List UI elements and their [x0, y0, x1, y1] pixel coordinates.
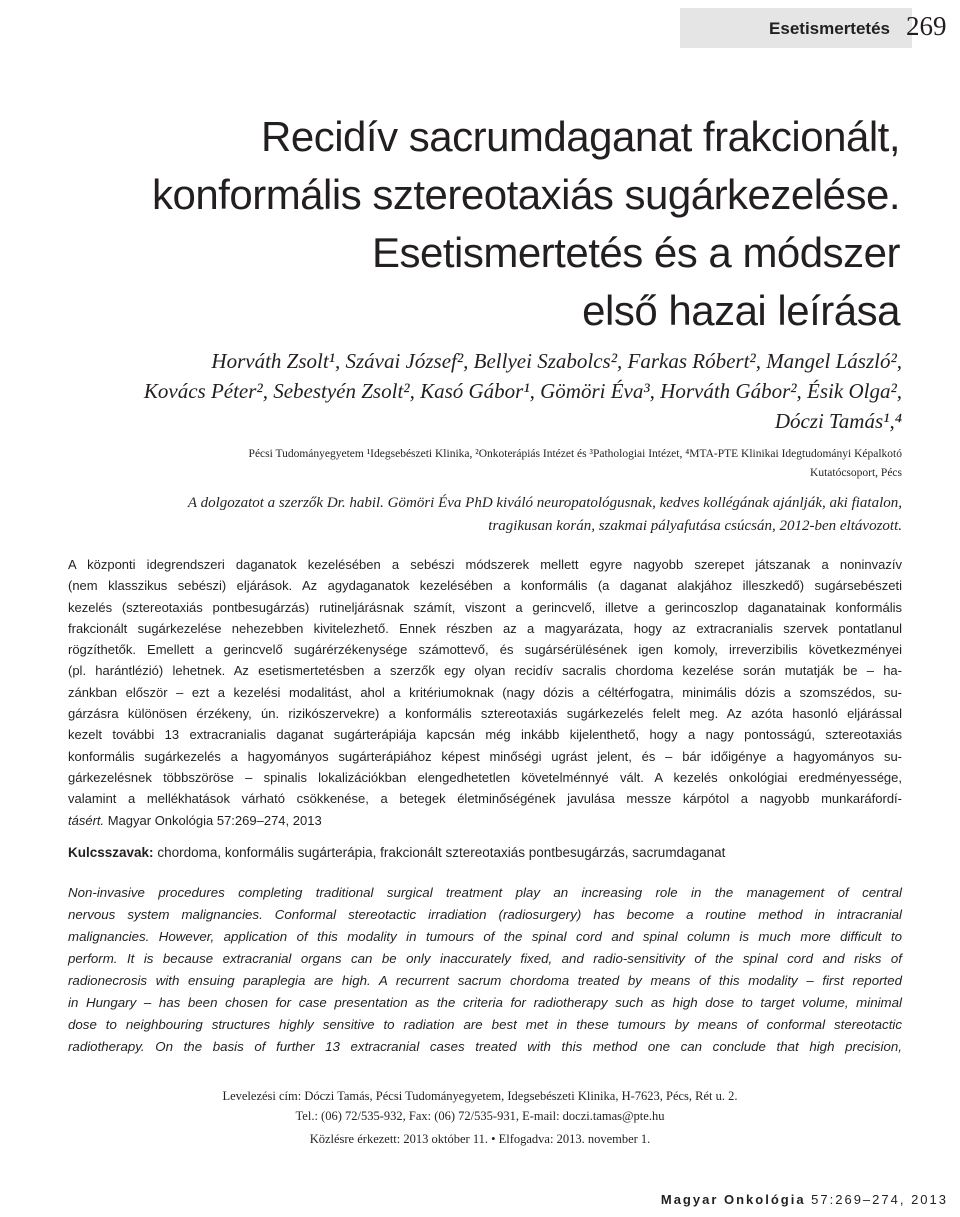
footer-citation — [661, 1192, 948, 1207]
abstract-line: malignancies. However, application of this modality in tumours of the spinal cord and spinal column is much more difficult to — [68, 929, 902, 944]
title-line: konformális sztereotaxiás sugárkezelése. — [151, 171, 900, 218]
title-line: Recidív sacrumdaganat frakcionált, — [261, 113, 900, 160]
abstract-line: konformális sugárkezelés a hagyományos sugárterápiához képest minőségi ugrást jelent, és – bár időigénye a hagyományos su- — [68, 748, 902, 764]
abstract-line: (nem klasszikus sebészi) eljárások. Az agydaganatok kezelésében a konformális (a daganat alakjához illeszkedő) sugársebészeti — [68, 578, 902, 594]
abstract-line: in Hungary – has been chosen for case presentation as the criteria for radiotherapy such as high dose to target volume, minimal — [68, 995, 902, 1010]
abstract-line: valamint a mellékhatások várható csökkenése, a betegek életminőségének javulása messze kárpótol a nagyobb munkaráfordí- — [68, 791, 902, 807]
author-line: Dóczi Tamás¹,⁴ — [774, 409, 902, 433]
abstract-line: radionecrosis with ensuing paraplegia are high. A recurrent sacrum chordoma treated by means of this modality – first reported — [68, 973, 902, 988]
abstract-line: (pl. harántlézió) lehetnek. Az esetismertetésben a szerzők egy olyan recidív sacralis chordoma kezelése során mutatják be – ha- — [68, 663, 902, 679]
abstract-line: Non-invasive procedures completing traditional surgical treatment play an increasing role in the management of central — [68, 885, 902, 900]
abstract-line: A központi idegrendszeri daganatok kezelésében a sebészi módszerek mellett egyre nagyobb szerepet játszanak a noninvazív — [68, 557, 902, 572]
author-line: Kovács Péter², Sebestyén Zsolt², Kasó Gábor¹, Gömöri Éva³, Horváth Gábor², Ésik Olga², — [143, 379, 902, 403]
keywords-text: chordoma, konformális sugárterápia, frakcionált sztereotaxiás pontbesugárzás, sacrumdaganat — [153, 845, 726, 860]
abstract-line: rögzíthetők. Emellett a gerincvelő sugárérzékenysége számottevő, és sugársérülésének igen komoly, irreverzibilis következményei — [68, 642, 902, 658]
author-list — [22, 346, 902, 436]
journal-citation: Magyar Onkológia 57:269–274, 2013 — [104, 812, 322, 828]
section-label: Esetismertetés — [769, 19, 890, 38]
abstract-line: nervous system malignancies. Conformal stereotactic irradiation (radiosurgery) has become a routine method in intracranial — [68, 907, 902, 922]
keywords-label: Kulcsszavak: — [68, 845, 154, 860]
abstract-line: frakcionált sugárkezelése nehezebben kivitelezhető. Ennek részben az a magyarázata, hogy az extracranialis szervek pontatlanul — [68, 620, 902, 636]
abstract-line: gárkezelésnek többszöröse – spinalis lokalizációkban elengedhetetlen követelménnyé vált. A kezelés onkológiai eredményessége, — [68, 769, 902, 785]
affiliations — [22, 445, 902, 483]
correspondence-address — [0, 1086, 960, 1126]
abstract-line: kezelt további 13 extracranialis daganat sugárterápiája kapcsán még inkább kijelenthető, hogy a nagy pontosságú, sztereotaxiás — [68, 727, 902, 743]
article-title — [40, 108, 900, 340]
abstract-english — [68, 882, 902, 1058]
abstract-hungarian — [68, 554, 902, 831]
title-line: első hazai leírása — [582, 287, 900, 334]
abstract-line: kezelés (sztereotaxiás pontbesugárzás) rutineljárásnak számít, viszont a gerincvelő, illetve a gerincoszlop daganatainak konformális — [68, 599, 902, 615]
abstract-line-end: tásért. — [68, 812, 105, 828]
abstract-line: gárzásra különösen érzékeny, ún. rizikószervekre) a konformális sztereotaxiás sugárkezelés felelt meg. Az azóta hasonló eljárással — [68, 706, 902, 722]
correspondence-line: Tel.: (06) 72/535-932, Fax: (06) 72/535-931, E-mail: doczi.tamas@pte.hu — [295, 1109, 665, 1123]
abstract-line: perform. It is because extracranial organs can be only inaccurately fixed, and radio-sensitivity of the spinal cord and risks of — [68, 951, 902, 966]
affiliation-line: Pécsi Tudományegyetem ¹Idegsebészeti Klinika, ²Onkoterápiás Intézet és ³Pathologiai Intézet, ⁴MTA-PTE Klinikai Idegtudományi Képalkotó — [248, 448, 902, 460]
dedication-line: tragikusan korán, szakmai pályafutása csúcsán, 2012-ben eltávozott. — [488, 518, 902, 534]
keywords — [68, 845, 902, 860]
abstract-last-line — [68, 810, 902, 831]
dedication-line: A dolgozatot a szerzők Dr. habil. Gömöri Éva PhD kiváló neuropatológusnak, kedves kollégának ajánlják, aki fiatalon, — [187, 495, 902, 511]
footer-issue: 57:269–274, 2013 — [805, 1192, 948, 1207]
affiliation-line: Kutatócsoport, Pécs — [810, 467, 902, 479]
correspondence-line: Levelezési cím: Dóczi Tamás, Pécsi Tudományegyetem, Idegsebészeti Klinika, H-7623, Pécs, Rét u. 2. — [222, 1089, 738, 1103]
dedication — [22, 492, 902, 538]
submission-dates: Közlésre érkezett: 2013 október 11. • Elfogadva: 2013. november 1. — [309, 1132, 651, 1146]
page-number: 269 — [906, 11, 947, 41]
title-line: Esetismertetés és a módszer — [371, 229, 900, 276]
journal-name: Magyar Onkológia — [660, 1192, 806, 1207]
abstract-line: dose to neighbouring structures highly sensitive to radiation are best met in these tumours by means of conformal stereotactic — [68, 1017, 902, 1032]
author-line: Horváth Zsolt¹, Szávai József², Bellyei Szabolcs², Farkas Róbert², Mangel László², — [211, 349, 902, 373]
abstract-line: zánkban először – ezt a kezelési modalitást, ahol a kritériumoknak (nagy dózis a céltérfogatra, minimális dózis a szomszédos, su- — [68, 684, 902, 700]
abstract-line: radiotherapy. On the basis of further 13 extracranial cases treated with this method one can conclude that high precision, — [68, 1039, 902, 1054]
